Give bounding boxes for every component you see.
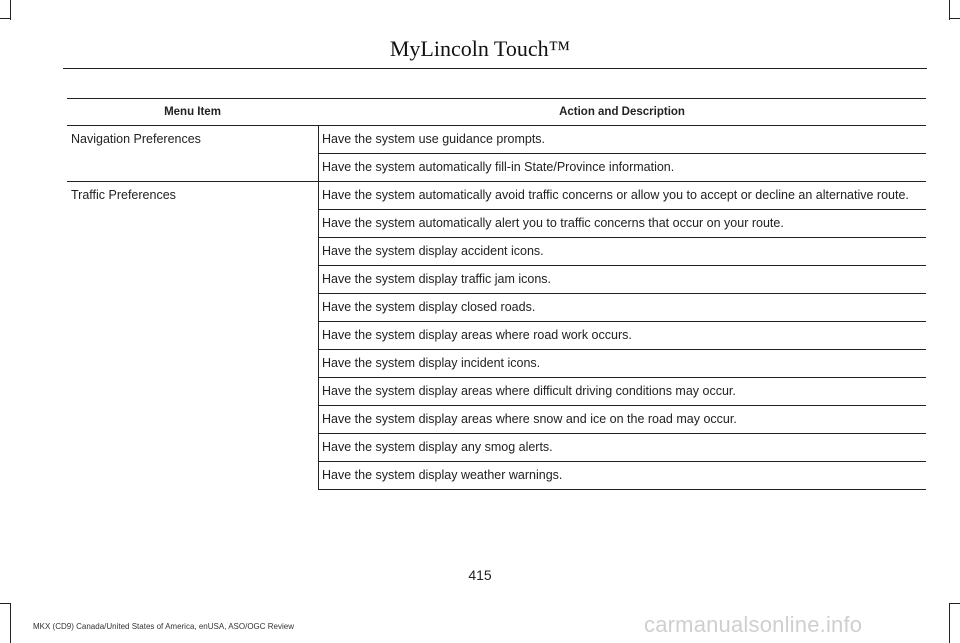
edition-footer: MKX (CD9) Canada/United States of America, enUSA, ASO/OGC Review [33, 622, 294, 631]
crop-mark-top-right [949, 0, 950, 20]
table-row: Have the system automatically avoid traffic concerns or allow you to accept or decline an alternative route. [319, 182, 926, 210]
description-cell [318, 126, 926, 181]
table-group-traffic-preferences [67, 182, 926, 490]
crop-mark-bottom-left [0, 603, 11, 604]
table-row: Have the system automatically fill-in State/Province information. [322, 160, 675, 174]
watermark: carmanualsonline.info [644, 612, 863, 637]
crop-mark-bottom-right [949, 603, 960, 604]
menu-item-label: Navigation Preferences [71, 132, 201, 146]
description-cell [318, 182, 926, 490]
table-row: Have the system display incident icons. [319, 350, 926, 378]
header-divider [63, 68, 927, 69]
table-group-navigation-preferences [67, 126, 926, 182]
table-header [67, 99, 926, 126]
table-row: Have the system display accident icons. [319, 238, 926, 266]
table-row: Have the system use guidance prompts. [319, 126, 926, 154]
crop-mark-top-left [0, 18, 11, 19]
table-row: Have the system display any smog alerts. [319, 434, 926, 462]
column-header-action-description: Action and Description [559, 106, 685, 118]
crop-mark-top-right [949, 18, 960, 19]
table-row: Have the system display traffic jam icons. [319, 266, 926, 294]
table-row: Have the system display closed roads. [319, 294, 926, 322]
crop-mark-bottom-left [10, 603, 11, 643]
table-row: Have the system display areas where difficult driving conditions may occur. [319, 378, 926, 406]
table-row: Have the system display weather warnings. [322, 468, 563, 482]
crop-mark-bottom-right [949, 603, 950, 643]
table-row: Have the system automatically alert you to traffic concerns that occur on your route. [319, 210, 926, 238]
table-row: Have the system display areas where road work occurs. [319, 322, 926, 350]
page-title: MyLincoln Touch™ [389, 36, 571, 61]
table-row: Have the system display areas where snow and ice on the road may occur. [319, 406, 926, 434]
crop-mark-top-left [10, 0, 11, 20]
column-header-menu-item: Menu Item [164, 106, 221, 118]
menu-table [67, 98, 926, 490]
page-number: 415 [468, 567, 492, 583]
menu-item-label: Traffic Preferences [71, 188, 176, 202]
